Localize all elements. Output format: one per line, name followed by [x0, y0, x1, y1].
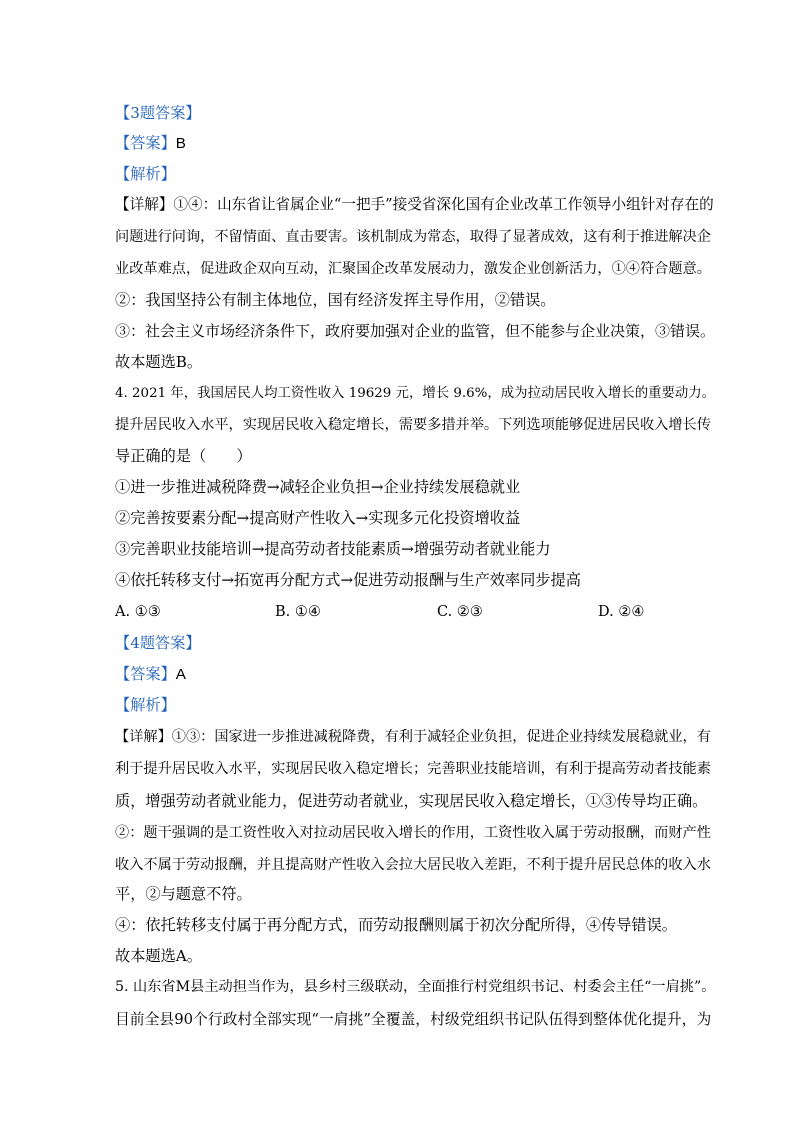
q5-stem-line: 目前全县90个行政村全部实现“一肩挑”全覆盖，村级党组织书记队伍得到整体优化提升，为	[115, 1011, 712, 1028]
q4-item: ④依托转移支付→拓宽再分配方式→促进劳动报酬与生产效率同步提高	[115, 571, 581, 589]
q4-answer	[115, 664, 715, 685]
q4-option-d: D. ②④	[598, 604, 645, 620]
q3-detail-line: 问题进行问询，不留情面、直击要害。该机制成为常态，取得了显著成效，这有利于推进解决企	[115, 229, 711, 245]
q4-item: ②完善按要素分配→提高财产性收入→实现多元化投资增收益	[115, 509, 521, 527]
q3-answer-value: B	[175, 135, 186, 152]
q3-detail-line: 【详解】①④：山东省让省属企业“一把手”接受省深化国有企业改革工作领导小组针对存在的	[115, 196, 714, 213]
q4-answer-value: A	[175, 666, 186, 683]
q4-option-b: B. ①④	[275, 604, 321, 620]
q4-detail-line: ②：题干强调的是工资性收入对拉动居民收入增长的作用，工资性收入属于劳动报酬，而财产性	[115, 825, 711, 841]
q4-option-a: A. ①③	[115, 604, 161, 620]
q4-stem-line: 导正确的是（ ）	[115, 447, 252, 465]
q3-conclusion: 故本题选B。	[115, 353, 203, 371]
q3-answer-label: 【答案】	[115, 134, 176, 152]
q4-answer-label: 【答案】	[115, 665, 176, 683]
q3-answer-header: 【3题答案】	[115, 104, 201, 122]
q4-option-c: C. ②③	[437, 604, 483, 620]
q4-detail-line: 【详解】①③：国家进一步推进减税降费，有利于减轻企业负担，促进企业持续发展稳就业，有	[115, 729, 711, 745]
q3-detail-line: ③：社会主义市场经济条件下，政府要加强对企业的监管，但不能参与企业决策，③错误。	[115, 322, 716, 340]
q4-stem-line: 提升居民收入水平，实现居民收入稳定增长，需要多措并举。下列选项能够促进居民收入增长传	[115, 417, 711, 433]
q3-analysis-label: 【解析】	[115, 165, 176, 183]
q4-conclusion: 故本题选A。	[115, 947, 202, 965]
q4-item: ①进一步推进减税降费→减轻企业负担→企业持续发展稳就业	[115, 478, 521, 496]
q4-detail-line: 质，增强劳动者就业能力，促进劳动者就业，实现居民收入稳定增长，①③传导均正确。	[115, 792, 708, 810]
q5-stem-line: 5. 山东省M县主动担当作为，县乡村三级联动，全面推行村党组织书记、村委会主任“一肩挑”。	[115, 979, 716, 995]
q3-detail-line: ②：我国坚持公有制主体地位，国有经济发挥主导作用，②错误。	[115, 291, 556, 309]
q3-answer	[115, 133, 715, 154]
q4-analysis-label: 【解析】	[115, 696, 176, 714]
q4-item: ③完善职业技能培训→提高劳动者技能素质→增强劳动者就业能力	[115, 540, 551, 558]
q4-detail-line: 利于提升居民收入水平，实现居民收入稳定增长；完善职业技能培训，有利于提高劳动者技能素	[115, 761, 711, 777]
q4-detail-line: 平，②与题意不符。	[115, 885, 252, 903]
q4-answer-header: 【4题答案】	[115, 634, 201, 652]
q3-detail-line: 业改革难点，促进政企双向互动，汇聚国企改革发展动力，激发企业创新活力，①④符合题意。	[115, 261, 711, 277]
q4-detail-line: ④：依托转移支付属于再分配方式，而劳动报酬则属于初次分配所得，④传导错误。	[115, 916, 677, 934]
q4-stem-line: 4. 2021 年，我国居民人均工资性收入 19629 元，增长 9.6%，成为拉动居民收入增长的重要动力。	[115, 386, 716, 401]
q4-detail-line: 收入不属于劳动报酬，并且提高财产性收入会拉大居民收入差距，不利于提升居民总体的收入水	[115, 857, 711, 873]
